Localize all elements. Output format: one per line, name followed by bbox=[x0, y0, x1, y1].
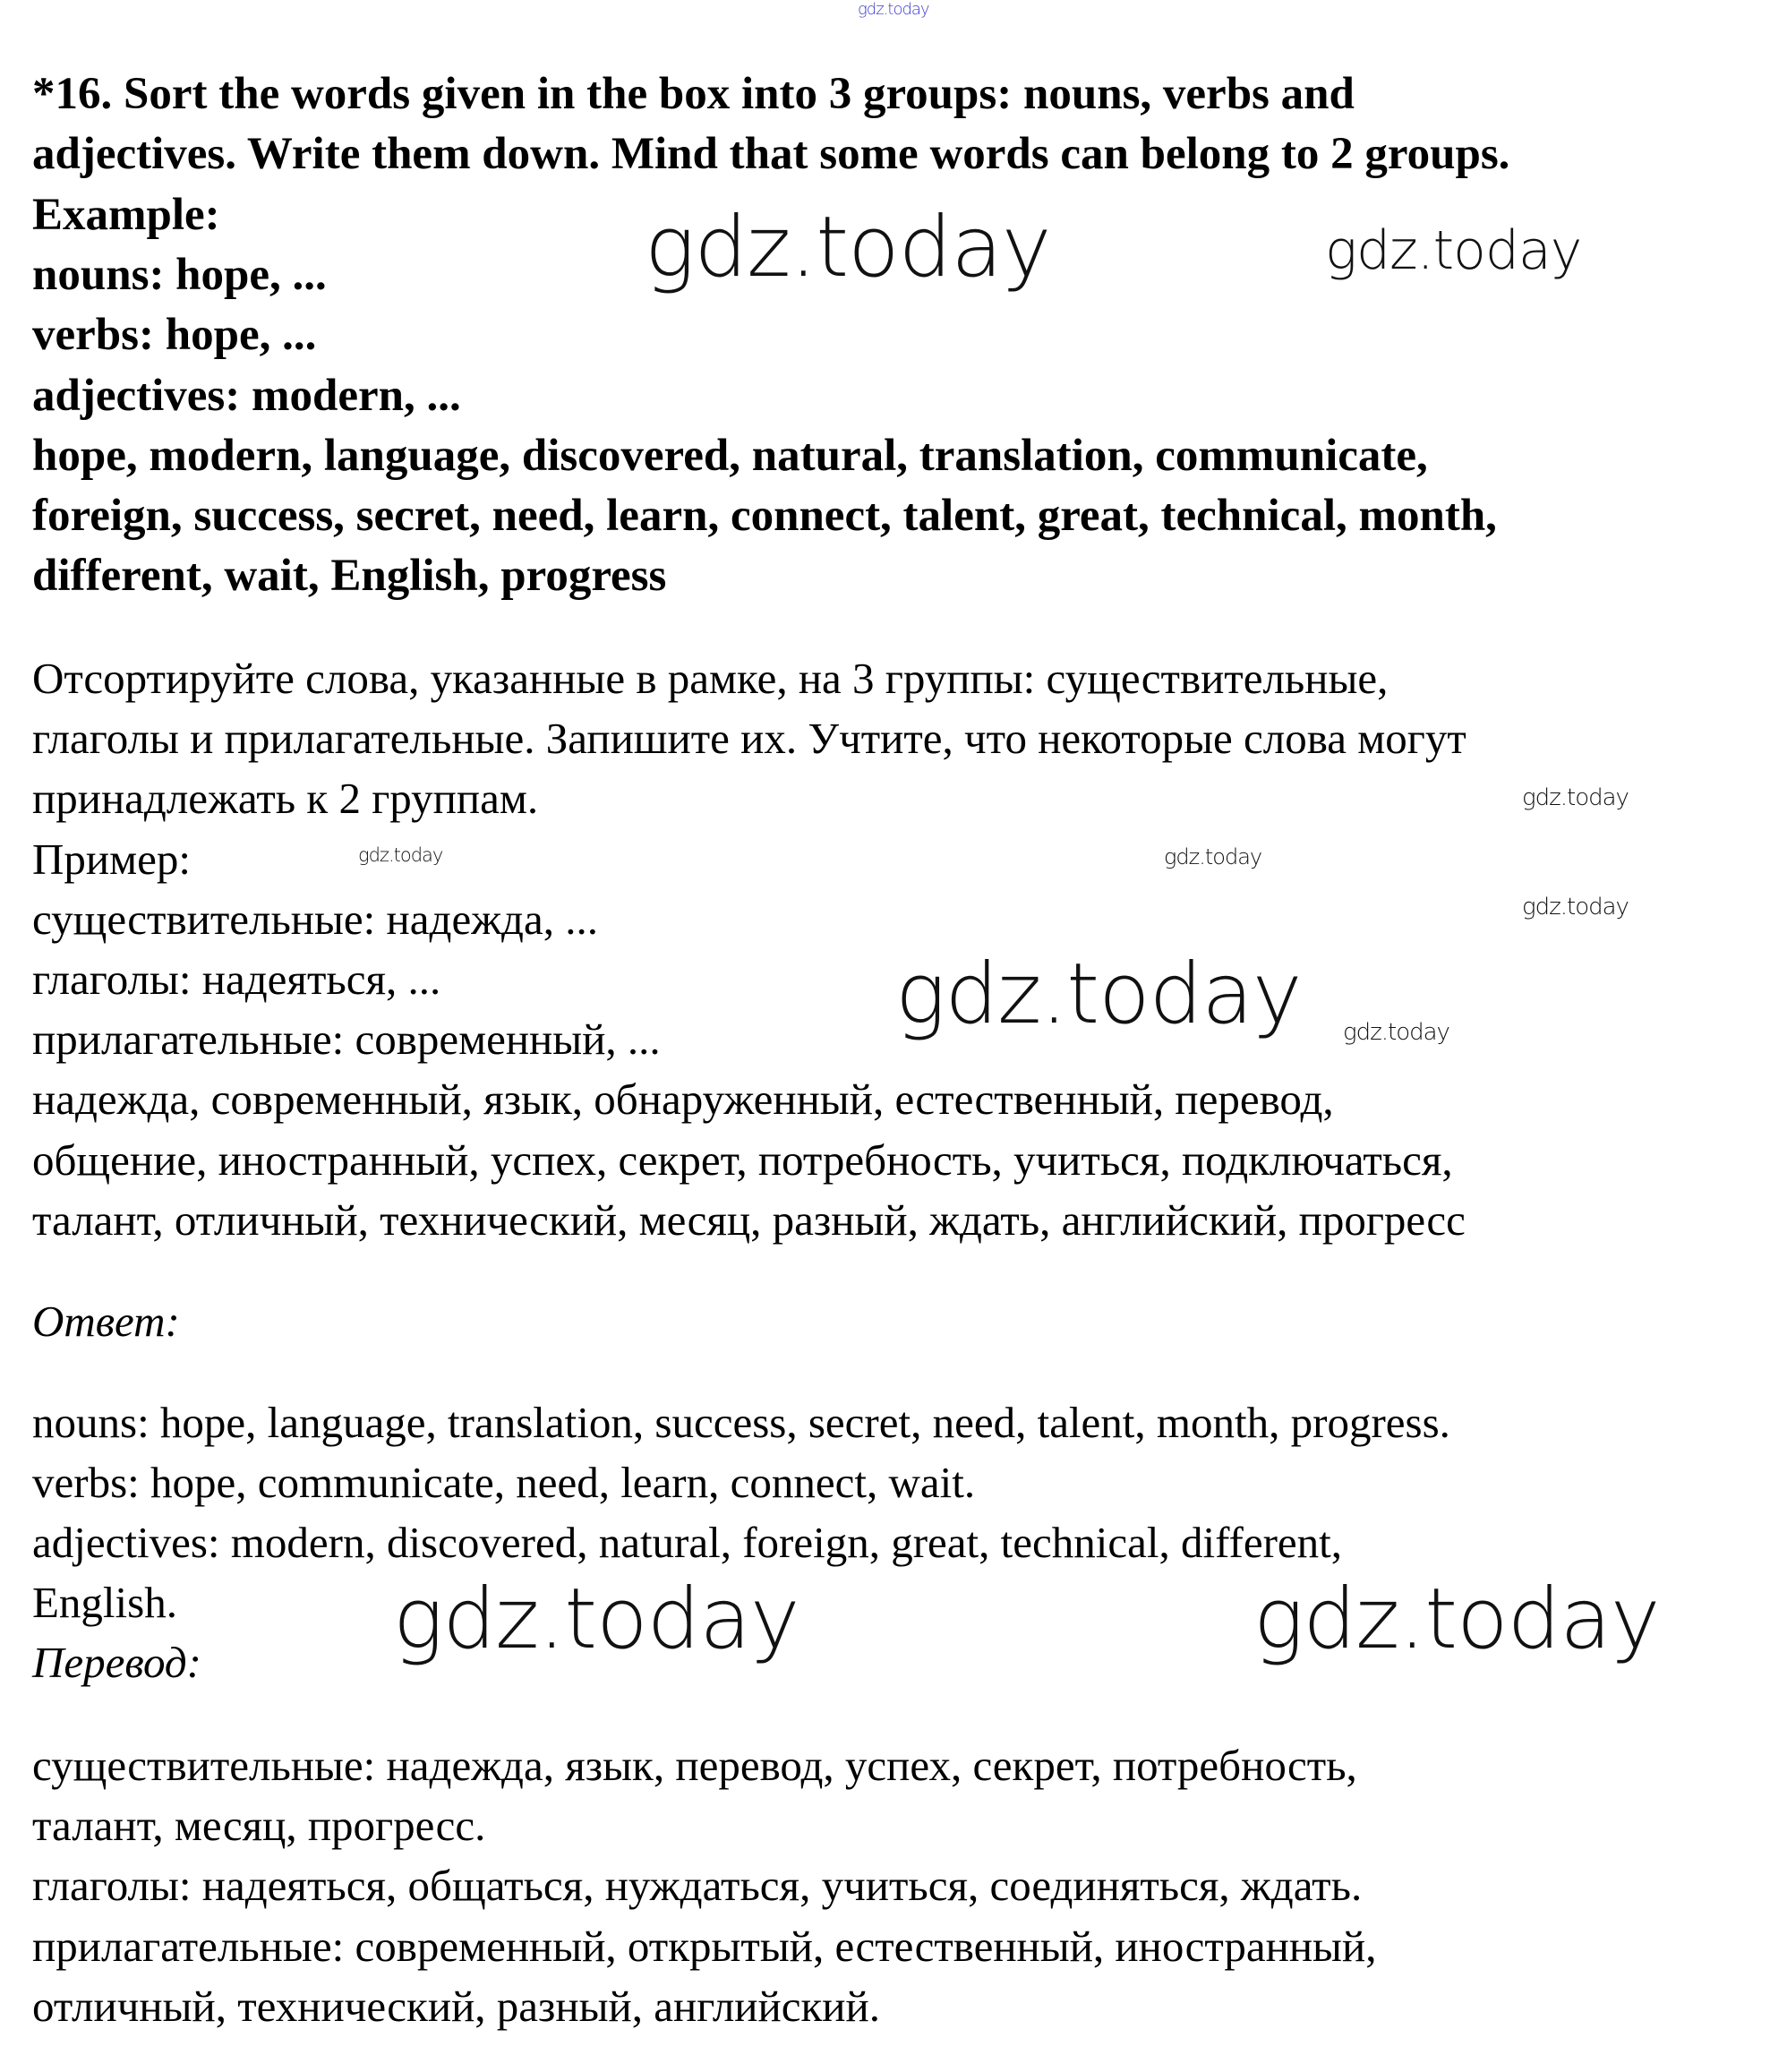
watermark: gdz.today bbox=[895, 946, 1302, 1043]
answer-heading: Ответ: bbox=[32, 1297, 180, 1346]
translation-line: прилагательные: современный, открытый, естественный, иностранный, bbox=[32, 1921, 1377, 1971]
watermark: gdz.today bbox=[645, 199, 1051, 296]
task-text-line: adjectives: modern, ... bbox=[32, 370, 461, 421]
watermark: gdz.today bbox=[1522, 894, 1629, 920]
watermark: gdz.today bbox=[1343, 1019, 1449, 1046]
russian-task-line: существительные: надежда, ... bbox=[32, 894, 598, 944]
task-text-line: nouns: hope, ... bbox=[32, 249, 327, 300]
russian-task-line: глаголы: надеяться, ... bbox=[32, 955, 441, 1004]
watermark: gdz.today bbox=[1253, 1571, 1660, 1668]
task-text-line: Example: bbox=[32, 189, 220, 240]
task-text-line: hope, modern, language, discovered, natural, translation, communicate, bbox=[32, 430, 1428, 481]
russian-task-line: Отсортируйте слова, указанные в рамке, на 3 группы: существительные, bbox=[32, 654, 1389, 703]
watermark: gdz.today bbox=[358, 844, 443, 866]
translation-line: отличный, технический, разный, английский. bbox=[32, 1981, 881, 2031]
russian-task-line: прилагательные: современный, ... bbox=[32, 1015, 661, 1065]
task-text-line: *16. Sort the words given in the box into 3 groups: nouns, verbs and bbox=[32, 69, 1355, 119]
answer-line: nouns: hope, language, translation, success, secret, need, talent, month, progress. bbox=[32, 1398, 1450, 1447]
watermark: gdz.today bbox=[1325, 219, 1582, 282]
watermark: gdz.today bbox=[393, 1571, 799, 1668]
task-text-line: foreign, success, secret, need, learn, connect, talent, great, technical, month, bbox=[32, 491, 1497, 542]
task-text-line: different, wait, English, progress bbox=[32, 551, 667, 602]
translation-line: талант, месяц, прогресс. bbox=[32, 1801, 486, 1851]
answer-line: verbs: hope, communicate, need, learn, connect, wait. bbox=[32, 1458, 976, 1507]
translation-heading: Перевод: bbox=[32, 1638, 201, 1687]
russian-task-line: надежда, современный, язык, обнаруженный, естественный, перевод, bbox=[32, 1075, 1334, 1125]
answer-line: English. bbox=[32, 1578, 177, 1627]
answer-line: adjectives: modern, discovered, natural, foreign, great, technical, different, bbox=[32, 1518, 1343, 1567]
translation-line: глаголы: надеяться, общаться, нуждаться, учиться, соединяться, ждать. bbox=[32, 1861, 1363, 1911]
watermark: gdz.today bbox=[858, 0, 929, 19]
watermark: gdz.today bbox=[1164, 844, 1262, 869]
translation-line: существительные: надежда, язык, перевод, успех, секрет, потребность, bbox=[32, 1741, 1357, 1790]
russian-task-line: Пример: bbox=[32, 834, 191, 884]
russian-task-line: талант, отличный, технический, месяц, разный, ждать, английский, прогресс bbox=[32, 1194, 1466, 1245]
task-text-line: verbs: hope, ... bbox=[32, 310, 317, 361]
russian-task-line: глаголы и прилагательные. Запишите их. Учтите, что некоторые слова могут bbox=[32, 714, 1466, 764]
russian-task-line: принадлежать к 2 группам. bbox=[32, 774, 539, 824]
watermark: gdz.today bbox=[1522, 784, 1629, 811]
russian-task-line: общение, иностранный, успех, секрет, потребность, учиться, подключаться, bbox=[32, 1134, 1453, 1185]
task-text-line: adjectives. Write them down. Mind that some words can belong to 2 groups. bbox=[32, 129, 1510, 180]
